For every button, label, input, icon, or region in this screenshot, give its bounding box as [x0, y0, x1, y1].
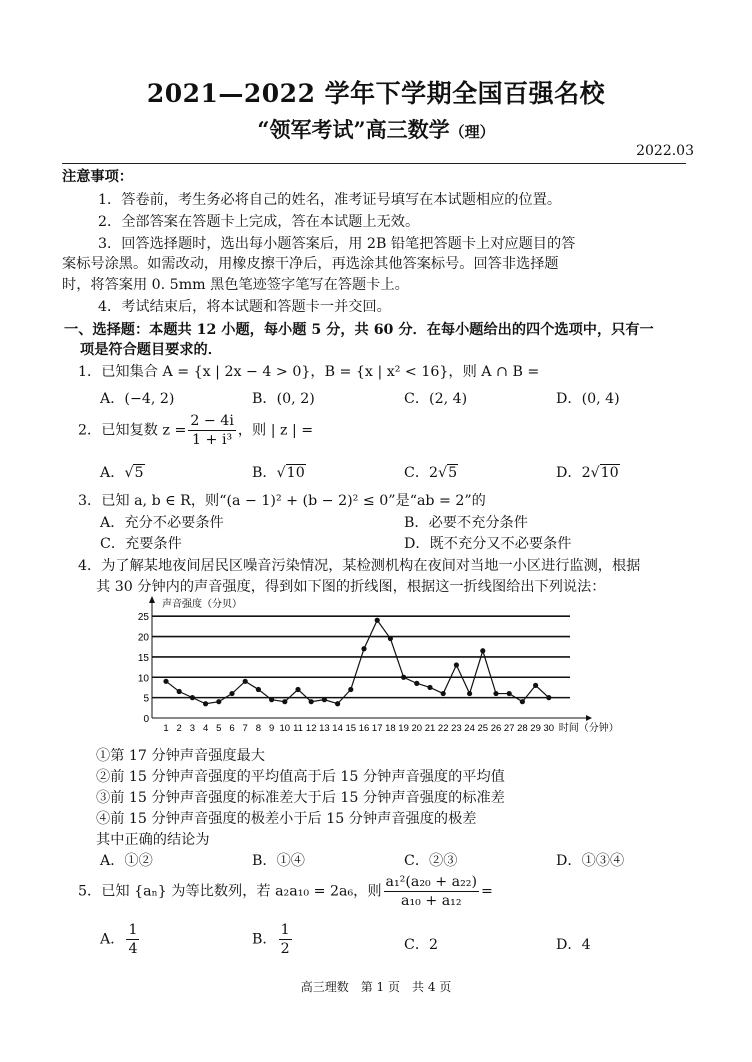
data-point-18: [388, 636, 393, 641]
q2-option-a[interactable]: A．√5: [100, 465, 144, 481]
q4-option-d[interactable]: D．①③④: [556, 853, 625, 869]
exam-date: 2022.03: [636, 143, 694, 159]
data-point-13: [322, 697, 327, 702]
y-axis-arrow: [149, 596, 155, 603]
y-tick-label: 5: [143, 693, 149, 705]
q2-stem: 2．已知复数 z = $\frac{2 - 4i}{\text{1 + i³}}$ ，则 | z | =: [78, 413, 314, 448]
x-tick-label: 3: [189, 723, 196, 734]
x-tick-label: 26: [490, 723, 502, 734]
q3-stem: 3．已知 a, b ∈ R，则“(a − 1)² + (b − 2)² ≤ 0”是“ab = 2”的: [78, 493, 486, 509]
x-tick-label: 2: [176, 723, 182, 734]
data-point-5: [216, 699, 221, 704]
x-tick-label: 16: [358, 723, 370, 734]
y-tick-label: 10: [137, 673, 149, 685]
q4-statement-1: ①第 17 分钟声音强度最大: [96, 748, 265, 764]
data-point-11: [295, 687, 300, 692]
q1-option-a[interactable]: A．(−4, 2): [100, 391, 175, 407]
data-point-4: [203, 701, 208, 706]
data-point-22: [441, 691, 446, 696]
q2-option-b[interactable]: B．√10: [252, 465, 305, 481]
x-tick-label: 7: [242, 723, 248, 734]
data-point-3: [190, 695, 195, 700]
x-tick-label: 5: [216, 723, 222, 734]
page-footer: 高三理数 第 1 页 共 4 页: [300, 980, 452, 994]
section-heading-1: 一、选择题：本题共 12 小题，每小题 5 分，共 60 分．在每小题给出的四个选项中，只有一: [64, 322, 654, 338]
q1-stem: 1．已知集合 A = {x | 2x − 4 > 0}，B = {x | x² < 16}，则 A ∩ B =: [78, 364, 540, 380]
q5-option-a[interactable]: A． $\frac{1}{4}$: [100, 922, 138, 957]
x-tick-label: 13: [319, 723, 330, 734]
q2-fraction: $\frac{2 - 4i}{\text{1 + i³}}$: [190, 413, 234, 448]
q1-option-c[interactable]: C．(2, 4): [404, 391, 468, 407]
data-point-16: [361, 646, 366, 651]
data-point-19: [401, 675, 406, 680]
data-point-8: [256, 687, 261, 692]
x-tick-label: 25: [477, 723, 489, 734]
q3-option-b[interactable]: B．必要不充分条件: [404, 515, 528, 531]
q5-option-b[interactable]: B． $\frac{1}{2}$: [252, 922, 290, 957]
x-tick-label: 18: [385, 723, 396, 734]
data-point-12: [309, 699, 314, 704]
x-tick-label: 28: [517, 723, 528, 734]
data-point-9: [269, 697, 274, 702]
chart-points: [163, 618, 551, 707]
data-point-25: [480, 648, 485, 653]
q4-statement-4: ④前 15 分钟声音强度的极差小于后 15 分钟声音强度的极差: [96, 811, 477, 827]
q4-stem-1: 4．为了解某地夜间居民区噪音污染情况，某检测机构在夜间对当地一小区进行监测，根据: [78, 558, 641, 574]
data-point-23: [454, 662, 459, 667]
x-tick-label: 11: [293, 723, 303, 734]
x-tick-label: 12: [305, 723, 317, 734]
data-point-26: [493, 691, 498, 696]
q5-stem: 5．已知 {aₙ} 为等比数列，若 a₂a₁₀ = 2a₆，则 $\frac{\text{a₁²(a₂₀ + a₂₂)}}{\text{a₁₀ + a₁₂}}$ =: [78, 874, 493, 909]
notice-item-3c: 时，将答案用 0. 5mm 黑色笔迹签字笔写在答题卡上。: [62, 277, 409, 293]
exam-subtitle: “领军考试”高三数学（理）: [257, 117, 495, 142]
chart-x-label: 时间（分钟）: [558, 723, 619, 734]
x-tick-label: 4: [202, 723, 209, 734]
x-tick-label: 30: [543, 723, 555, 734]
x-tick-label: 22: [437, 723, 449, 734]
x-tick-label: 29: [530, 723, 541, 734]
x-tick-label: 23: [451, 723, 462, 734]
q4-option-a[interactable]: A．①②: [100, 853, 153, 869]
notice-item-1: 1．答卷前，考生务必将自己的姓名，准考证号填写在本试题相应的位置。: [98, 192, 562, 208]
x-tick-label: 19: [398, 723, 409, 734]
data-point-30: [546, 695, 551, 700]
y-tick-label: 25: [137, 612, 149, 624]
chart-x-ticks: [163, 723, 554, 734]
q4-option-b[interactable]: B．①④: [252, 853, 305, 869]
data-point-17: [375, 618, 380, 623]
x-tick-label: 15: [345, 723, 357, 734]
x-tick-label: 14: [332, 723, 343, 734]
data-point-10: [282, 699, 287, 704]
data-point-27: [507, 691, 512, 696]
header-divider: [62, 163, 686, 164]
q5-fraction: $\frac{\text{a₁²(a₂₀ + a₂₂)}}{\text{a₁₀ + a₁₂}}$: [385, 874, 478, 909]
q5-option-c[interactable]: C．2: [404, 937, 439, 953]
data-point-28: [520, 699, 525, 704]
x-tick-label: 9: [268, 723, 275, 734]
q4-statement-2: ②前 15 分钟声音强度的平均值高于后 15 分钟声音强度的平均值: [96, 769, 505, 785]
q1-option-d[interactable]: D．(0, 4): [556, 391, 620, 407]
y-tick-label: 20: [137, 632, 149, 644]
x-tick-label: 10: [279, 723, 291, 734]
section-heading-2: 项是符合题目要求的．: [80, 342, 222, 358]
q2-option-c[interactable]: C．2√5: [404, 465, 458, 481]
x-tick-label: 21: [424, 723, 436, 734]
chart-y-ticks: [138, 612, 150, 725]
data-point-24: [467, 691, 472, 696]
notice-item-3a: 3．回答选择题时，选出每小题答案后，用 2B 铅笔把答题卡上对应题目的答: [98, 236, 576, 252]
data-point-14: [335, 701, 340, 706]
q5-option-d[interactable]: D．4: [556, 937, 591, 953]
q4-option-c[interactable]: C．②③: [404, 853, 458, 869]
x-tick-label: 1: [163, 723, 169, 734]
notice-heading: 注意事项：: [62, 169, 133, 185]
notice-item-2: 2．全部答案在答题卡上完成，答在本试题上无效。: [98, 214, 420, 230]
x-tick-label: 17: [371, 723, 383, 734]
data-point-6: [229, 691, 234, 696]
q4-ask: 其中正确的结论为: [96, 832, 210, 848]
exam-title: 2021—2022 学年下学期全国百强名校: [146, 79, 606, 108]
q1-option-b[interactable]: B．(0, 2): [252, 391, 315, 407]
data-point-1: [163, 679, 168, 684]
q2-option-d[interactable]: D．2√10: [556, 465, 619, 481]
q4-statement-3: ③前 15 分钟声音强度的标准差大于后 15 分钟声音强度的标准差: [96, 790, 505, 806]
x-tick-label: 27: [503, 723, 515, 734]
q3-option-d[interactable]: D．既不充分又不必要条件: [404, 536, 572, 552]
data-point-21: [427, 685, 432, 690]
x-axis-arrow: [586, 715, 592, 721]
chart-series-line: [166, 620, 549, 704]
q3-option-c[interactable]: C．充要条件: [100, 536, 182, 552]
q3-option-a[interactable]: A．充分不必要条件: [100, 515, 224, 531]
y-tick-label: 0: [143, 714, 149, 725]
chart-y-label: 声音强度（分贝）: [162, 599, 242, 610]
notice-item-3b: 案标号涂黑。如需改动，用橡皮擦干净后，再选涂其他答案标号。回答非选择题: [62, 256, 559, 272]
y-tick-label: 15: [137, 652, 149, 664]
data-point-20: [414, 681, 419, 686]
x-tick-label: 24: [464, 723, 475, 734]
noise-line-chart: [137, 593, 640, 738]
data-point-2: [177, 689, 182, 694]
x-tick-label: 6: [229, 723, 235, 734]
x-tick-label: 8: [255, 723, 262, 734]
data-point-15: [348, 687, 353, 692]
data-point-7: [243, 679, 248, 684]
notice-item-4: 4．考试结束后，将本试题和答题卡一并交回。: [98, 299, 391, 315]
x-tick-label: 20: [411, 723, 423, 734]
q4-stem-2: 其 30 分钟内的声音强度，得到如下图的折线图，根据这一折线图给出下列说法：: [96, 579, 606, 595]
data-point-29: [533, 683, 538, 688]
